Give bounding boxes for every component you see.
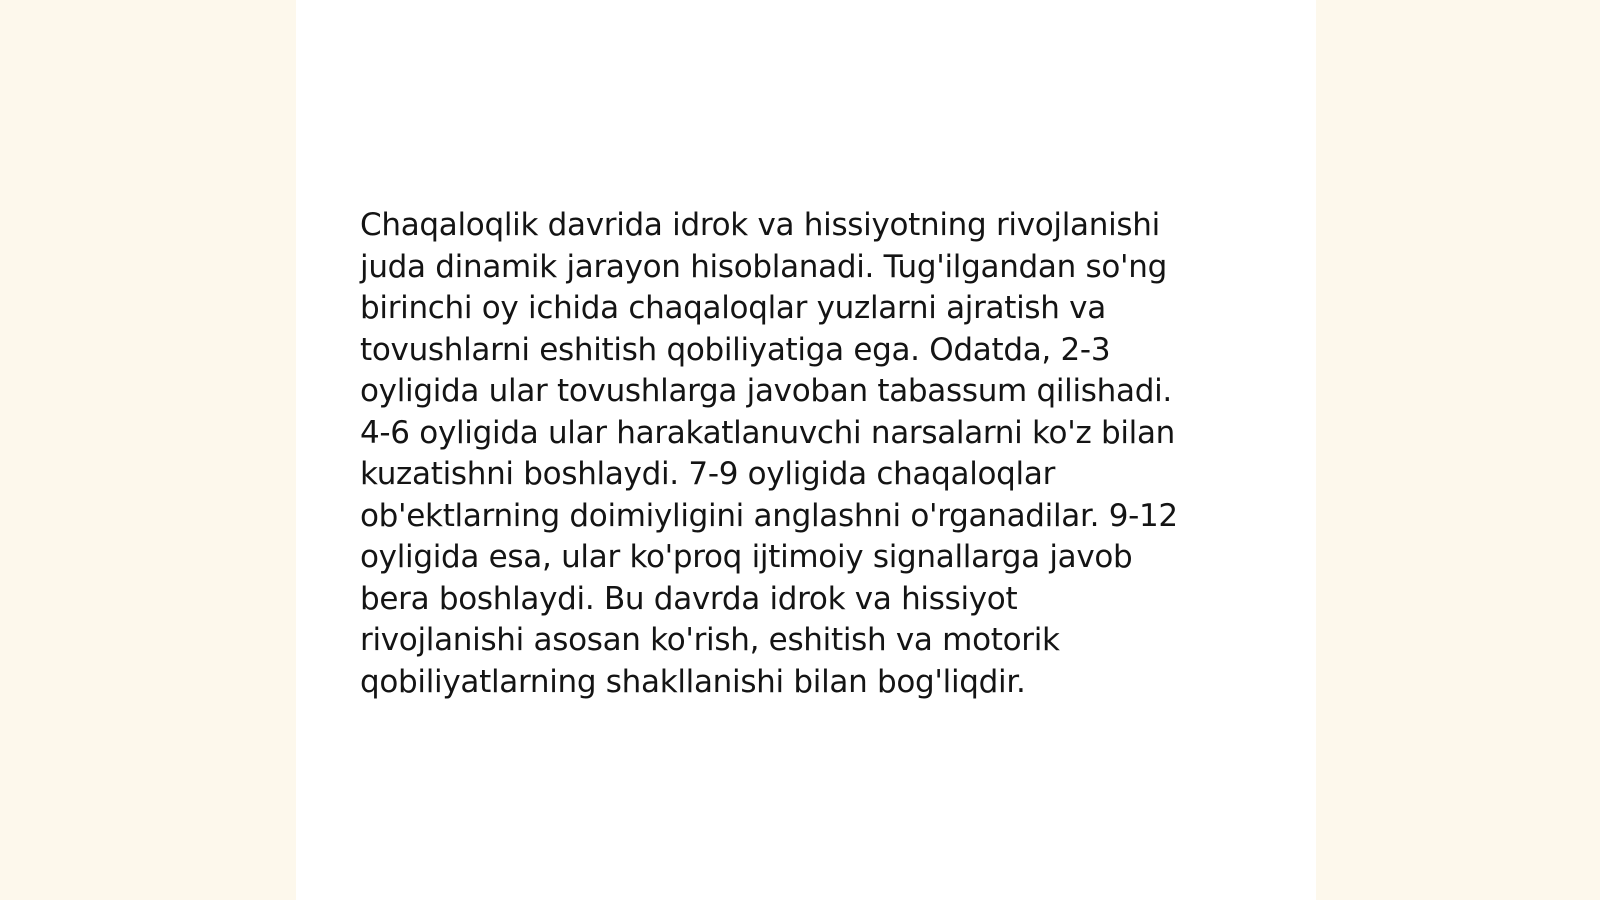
text-line: bera boshlaydi. Bu davrda idrok va hissiyot bbox=[360, 580, 1018, 617]
text-line: ob'ektlarning doimiyligini anglashni o'rganadilar. 9-12 bbox=[360, 497, 1178, 534]
text-line: juda dinamik jarayon hisoblanadi. Tug'ilgandan so'ng bbox=[360, 248, 1167, 285]
slide bbox=[296, 0, 1316, 900]
text-line: oyligida esa, ular ko'proq ijtimoiy signallarga javob bbox=[360, 539, 1133, 575]
text-line: oyligida ular tovushlarga javoban tabassum qilishadi. bbox=[360, 373, 1172, 409]
text-line: Chaqaloqlik davrida idrok va hissiyotning rivojlanishi bbox=[360, 207, 1160, 243]
text-line: tovushlarni eshitish qobiliyatiga ega. Odatda, 2-3 bbox=[360, 331, 1111, 368]
text-line: kuzatishni boshlaydi. 7-9 oyligida chaqaloqlar bbox=[360, 456, 1056, 492]
text-line: birinchi oy ichida chaqaloqlar yuzlarni ajratish va bbox=[360, 290, 1106, 326]
slide-body-text bbox=[360, 205, 1250, 703]
text-line: rivojlanishi asosan ko'rish, eshitish va motorik bbox=[360, 622, 1060, 658]
text-line: 4-6 oyligida ular harakatlanuvchi narsalarni ko'z bilan bbox=[360, 414, 1176, 451]
text-line: qobiliyatlarning shakllanishi bilan bog'liqdir. bbox=[360, 663, 1026, 700]
